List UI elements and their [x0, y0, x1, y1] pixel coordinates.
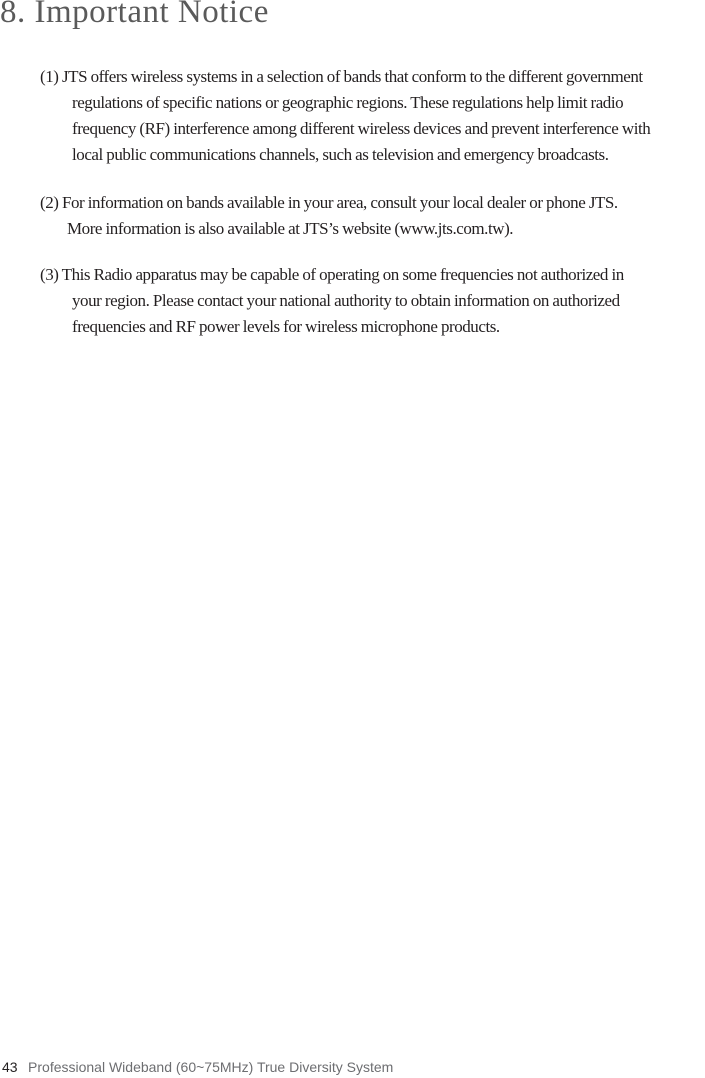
- notice-1-line-4: local public communications channels, such as television and emergency broadcasts.: [72, 145, 609, 164]
- page-number: 43: [2, 1059, 18, 1075]
- notice-item-1: [40, 64, 705, 168]
- notice-1-line-1: (1) JTS offers wireless systems in a selection of bands that conform to the different government: [40, 67, 643, 86]
- notice-1-line-3: frequency (RF) interference among different wireless devices and prevent interference with: [72, 119, 651, 138]
- footer-title: Professional Wideband (60~75MHz) True Diversity System: [28, 1059, 394, 1075]
- section-heading: 8. Important Notice: [0, 0, 269, 30]
- notice-1-line-2: regulations of specific nations or geographic regions. These regulations help limit radio: [72, 93, 624, 112]
- notice-3-line-3: frequencies and RF power levels for wireless microphone products.: [72, 317, 500, 336]
- notice-3-line-2: your region. Please contact your national authority to obtain information on authorized: [72, 291, 620, 310]
- notice-3-line-1: (3) This Radio apparatus may be capable of operating on some frequencies not authorized in: [40, 265, 624, 284]
- notice-2-line-2: More information is also available at JTS’s website (www.jts.com.tw).: [67, 219, 514, 238]
- notice-item-2: [40, 190, 705, 242]
- notice-item-3: [40, 262, 705, 340]
- page-footer: [2, 1059, 393, 1077]
- notice-2-line-1: (2) For information on bands available in your area, consult your local dealer or phone JTS.: [40, 193, 618, 212]
